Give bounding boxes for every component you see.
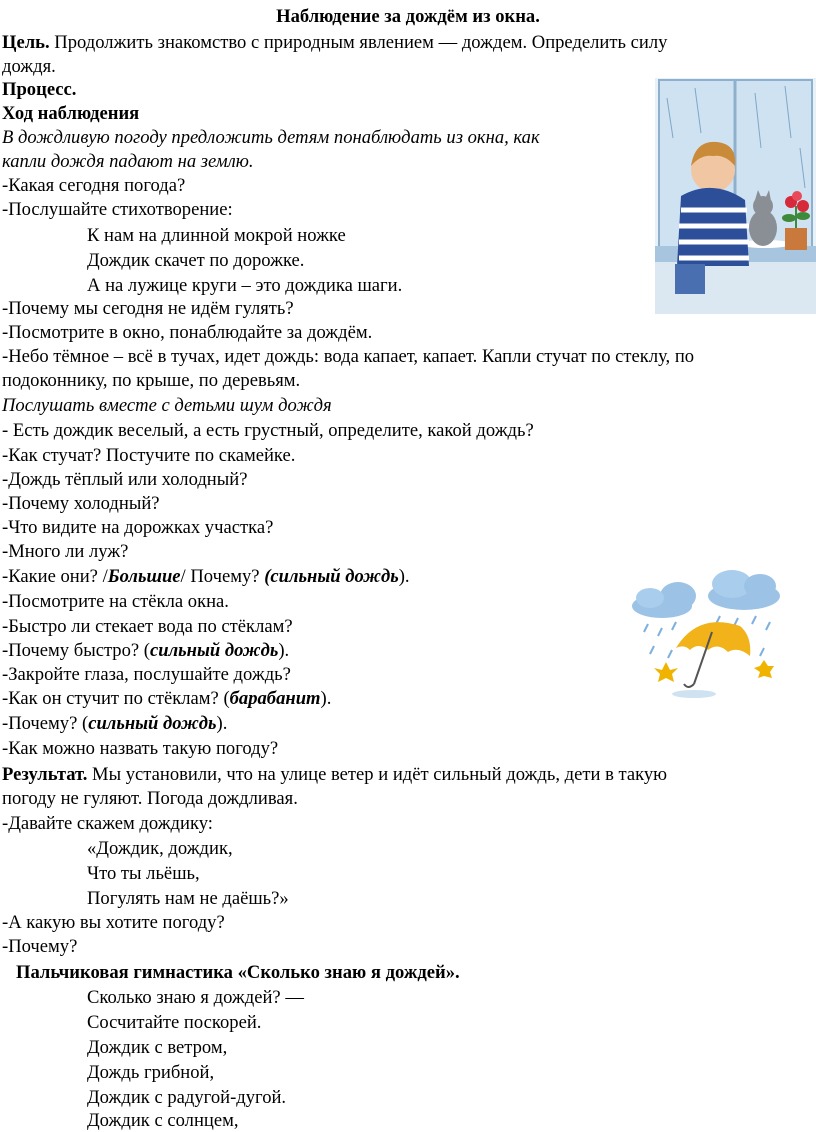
- question-what-pre: -Какие они? /: [2, 566, 108, 587]
- question-why-fast: [2, 640, 289, 662]
- question-how-knock-pre: -Как он стучит по стёклам? (: [2, 688, 230, 709]
- intro-line-2: капли дождя падают на землю.: [2, 151, 254, 172]
- poem2-line: «Дождик, дождик,: [87, 838, 233, 859]
- question-what-post: ).: [398, 566, 410, 587]
- poem1-line: А на лужице круги – это дождика шаги.: [87, 275, 403, 296]
- question-glass: -Посмотрите на стёкла окна.: [2, 591, 229, 612]
- question-why-2: -Почему?: [2, 936, 78, 957]
- question-how-knock-post: ).: [320, 688, 332, 709]
- poem2-line: Что ты льёшь,: [87, 863, 200, 884]
- question-what: [2, 566, 410, 588]
- question-knock: -Как стучат? Постучите по скамейке.: [2, 445, 296, 466]
- poem3-line: Дождик с радугой-дугой.: [87, 1087, 287, 1108]
- question-paths: -Что видите на дорожках участка?: [2, 517, 274, 538]
- poem3-line: Дождь грибной,: [87, 1062, 215, 1083]
- poem2-line: Погулять нам не даёшь?»: [87, 888, 289, 909]
- goal-text-1: Продолжить знакомство с природным явлением — дождем. Определить силу: [49, 32, 668, 53]
- poem3-line: Дождик с солнцем,: [87, 1110, 239, 1131]
- document-title: Наблюдение за дождём из окна.: [276, 6, 540, 27]
- poem1-line: Дождик скачет по дорожке.: [87, 250, 305, 271]
- question-why-fast-pre: -Почему быстро? (: [2, 640, 150, 661]
- sky-line-1: -Небо тёмное – всё в тучах, идет дождь: вода капает, капает. Капли стучат по стеклу, по: [2, 346, 695, 367]
- answer-big: Большие: [107, 566, 181, 587]
- answer-strong-rain: сильный дождь: [88, 713, 217, 734]
- question-look-window: -Посмотрите в окно, понаблюдайте за дождём.: [2, 322, 373, 343]
- question-weather: -Какая сегодня погода?: [2, 175, 186, 196]
- question-which-weather: -А какую вы хотите погоду?: [2, 912, 225, 933]
- poem3-line: Дождик с ветром,: [87, 1037, 228, 1058]
- answer-strong-rain: (сильный дождь: [264, 566, 399, 587]
- result-line-1: [2, 764, 667, 786]
- answer-drums: барабанит: [229, 688, 321, 709]
- question-puddles: -Много ли луж?: [2, 541, 129, 562]
- question-name-weather: -Как можно назвать такую погоду?: [2, 738, 279, 759]
- question-how-knock: [2, 688, 331, 710]
- question-why-post: ).: [216, 713, 228, 734]
- question-why: [2, 713, 227, 735]
- goal-label: Цель.: [2, 32, 50, 53]
- process-heading: Процесс.: [2, 79, 77, 100]
- question-what-mid: / Почему?: [180, 566, 265, 587]
- question-why-cold: -Почему холодный?: [2, 493, 160, 514]
- question-listen-poem: -Послушайте стихотворение:: [2, 199, 233, 220]
- intro-line-1: В дождливую погоду предложить детям понаблюдать из окна, как: [2, 127, 540, 148]
- question-say: -Давайте скажем дождику:: [2, 813, 213, 834]
- boy-at-window-illustration: [655, 78, 816, 314]
- question-fast: -Быстро ли стекает вода по стёклам?: [2, 616, 293, 637]
- question-cheerful: - Есть дождик веселый, а есть грустный, определите, какой дождь?: [2, 420, 534, 441]
- answer-strong-rain: сильный дождь: [150, 640, 279, 661]
- question-warm: -Дождь тёплый или холодный?: [2, 469, 248, 490]
- course-heading: Ход наблюдения: [2, 103, 140, 124]
- umbrella-rain-illustration: [628, 566, 788, 706]
- question-close-eyes: -Закройте глаза, послушайте дождь?: [2, 664, 291, 685]
- poem3-line: Сколько знаю я дождей? —: [87, 987, 304, 1008]
- poem3-line: Сосчитайте поскорей.: [87, 1012, 262, 1033]
- goal-line-1: [2, 32, 667, 54]
- result-text-1: Мы установили, что на улице ветер и идёт сильный дождь, дети в такую: [87, 764, 668, 785]
- result-line-2: погоду не гуляют. Погода дождливая.: [2, 788, 298, 809]
- poem1-line: К нам на длинной мокрой ножке: [87, 225, 346, 246]
- goal-line-2: дождя.: [2, 56, 56, 77]
- question-why-pre: -Почему? (: [2, 713, 89, 734]
- gymnastics-title: Пальчиковая гимнастика «Сколько знаю я дождей».: [16, 962, 460, 983]
- question-why-not-walk: -Почему мы сегодня не идём гулять?: [2, 298, 294, 319]
- question-why-fast-post: ).: [278, 640, 290, 661]
- result-label: Результат.: [2, 764, 88, 785]
- listen-noise: Послушать вместе с детьми шум дождя: [2, 395, 332, 416]
- sky-line-2: подоконнику, по крыше, по деревьям.: [2, 370, 301, 391]
